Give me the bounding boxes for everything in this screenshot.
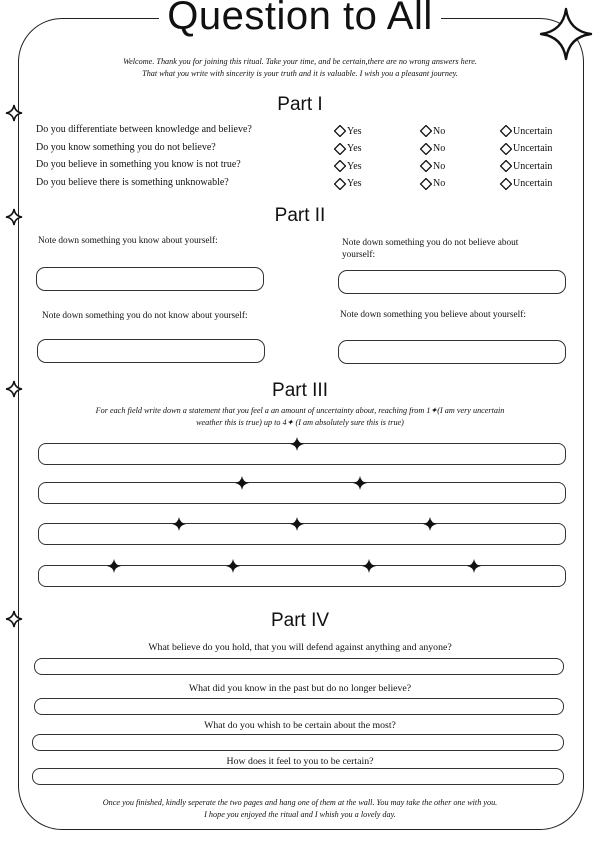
part3-instruction-line-1: For each field write down a statement that you feel a an amount of uncertainty about, reaching from 1✦(I am very uncertain — [95, 406, 505, 415]
part2-answer-field-4[interactable] — [338, 340, 566, 364]
option-uncertain[interactable] — [500, 178, 552, 190]
option-no[interactable] — [420, 160, 445, 172]
part1-heading: Part I — [277, 94, 323, 115]
part4-answer-field-1[interactable] — [34, 658, 564, 675]
part4-answer-field-3[interactable] — [32, 734, 564, 751]
option-label: Yes — [347, 143, 362, 154]
part1-question: Do you know something you do not believe? — [36, 141, 216, 153]
part1-question: Do you believe there is something unknowable? — [36, 176, 229, 188]
option-no[interactable] — [420, 178, 445, 190]
option-uncertain[interactable] — [500, 160, 552, 172]
part3-instruction — [40, 405, 560, 429]
part2-heading: Part II — [274, 205, 326, 226]
certainty-star-icon — [290, 437, 304, 451]
option-label: Yes — [347, 160, 362, 172]
diamond-checkbox-icon[interactable] — [500, 143, 512, 155]
diamond-checkbox-icon[interactable] — [420, 125, 432, 137]
option-label: Uncertain — [513, 143, 553, 154]
certainty-star-icon — [467, 559, 481, 573]
certainty-star-icon — [353, 476, 367, 490]
part4-question-2: What did you know in the past but do no longer believe? — [188, 683, 412, 694]
part4-question-3: What do you whish to be certain about the most? — [204, 720, 396, 731]
certainty-field-level-2[interactable] — [38, 482, 566, 504]
diamond-checkbox-icon[interactable] — [420, 178, 432, 190]
part1-question: Do you believe in something you know is not true? — [36, 159, 241, 170]
certainty-star-icon — [362, 559, 376, 573]
option-label: Yes — [347, 125, 362, 137]
certainty-star-icon — [290, 517, 304, 531]
certainty-star-icon — [235, 476, 249, 490]
option-label: Uncertain — [513, 160, 553, 172]
intro-line-1: Welcome. Thank you for joining this ritual. Take your time, and be certain,there are no wrong answers here. — [123, 57, 477, 66]
diamond-checkbox-icon[interactable] — [334, 125, 346, 137]
part2-prompt-3: Note down something you do not know about yourself: — [42, 311, 248, 321]
diamond-checkbox-icon[interactable] — [420, 143, 432, 155]
outro-line-1: Once you finished, kindly seperate the two pages and hang one of them at the wall. You may take the other one with you. — [102, 798, 498, 807]
option-label: No — [433, 143, 446, 154]
diamond-checkbox-icon[interactable] — [334, 178, 346, 190]
option-label: No — [433, 160, 446, 172]
diamond-checkbox-icon[interactable] — [500, 125, 512, 137]
diamond-checkbox-icon[interactable] — [500, 160, 512, 172]
option-label: Yes — [347, 178, 362, 189]
part2-answer-field-2[interactable] — [338, 270, 566, 294]
part3-instruction-line-2: weather this is true) up to 4✦ (I am absolutely sure this is true) — [196, 418, 404, 427]
diamond-checkbox-icon[interactable] — [420, 160, 432, 172]
option-label: Uncertain — [513, 178, 553, 189]
part4-question-1: What believe do you hold, that you will defend against anything and anyone? — [148, 642, 452, 653]
part2-prompt-1: Note down something you know about yourself: — [38, 236, 218, 246]
option-no[interactable] — [420, 125, 445, 137]
part3-heading: Part III — [272, 380, 328, 401]
part2-prompt-4: Note down something you believe about yourself: — [340, 310, 526, 320]
option-label: No — [433, 125, 446, 137]
part4-heading: Part IV — [270, 610, 330, 631]
part4-answer-field-2[interactable] — [34, 698, 564, 715]
option-no[interactable] — [420, 143, 445, 155]
part2-prompt-2: Note down something you do not believe about yourself: — [342, 238, 519, 260]
certainty-star-icon — [423, 517, 437, 531]
outro-line-2: I hope you enjoyed the ritual and I whish you a lovely day. — [204, 810, 396, 819]
intro-line-2: That what you write with sincerity is your truth and it is valuable. I wish you a pleasant journey. — [142, 69, 458, 78]
part4-answer-field-4[interactable] — [32, 768, 564, 785]
option-yes[interactable] — [334, 125, 362, 137]
option-uncertain[interactable] — [500, 143, 552, 155]
option-yes[interactable] — [334, 160, 362, 172]
part2-answer-field-3[interactable] — [37, 339, 265, 363]
certainty-star-icon — [172, 517, 186, 531]
part4-question-4: How does it feel to you to be certain? — [226, 756, 374, 767]
diamond-checkbox-icon[interactable] — [334, 143, 346, 155]
option-yes[interactable] — [334, 143, 362, 155]
outro-text — [60, 797, 540, 821]
option-uncertain[interactable] — [500, 125, 552, 137]
option-label: Uncertain — [513, 125, 553, 137]
option-label: No — [433, 178, 446, 189]
option-yes[interactable] — [334, 178, 362, 190]
certainty-star-icon — [107, 559, 121, 573]
part1-question: Do you differentiate between knowledge and believe? — [36, 124, 252, 135]
intro-text — [60, 56, 540, 80]
certainty-star-icon — [226, 559, 240, 573]
part2-answer-field-1[interactable] — [36, 267, 264, 291]
page-title: Question to All — [0, 0, 600, 39]
diamond-checkbox-icon[interactable] — [334, 160, 346, 172]
diamond-checkbox-icon[interactable] — [500, 178, 512, 190]
